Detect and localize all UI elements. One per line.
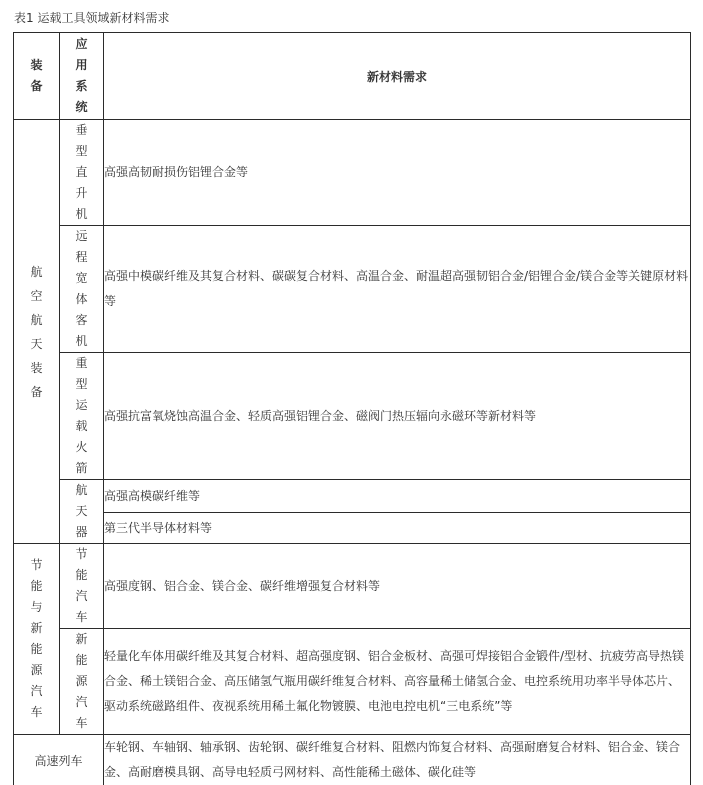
system-label-spacecraft-text: 航天器 — [75, 483, 88, 539]
system-label-new-energy-car — [60, 629, 104, 735]
demand-cell-energy-saving-car: 高强度钢、铝合金、镁合金、碳纤维增强复合材料等 — [104, 544, 691, 629]
system-label-new-energy-car-text: 新能源汽车 — [75, 632, 88, 730]
group-label-aerospace-text: 航空航天装备 — [30, 264, 43, 399]
demand-cell-spacecraft-2: 第三代半导体材料等 — [104, 513, 691, 544]
header-row — [14, 33, 691, 120]
demand-cell-heavy-rocket: 高强抗富氧烧蚀高温合金、轻质高强铝锂合金、磁阀门热压辐向永磁环等新材料等 — [104, 353, 691, 480]
demand-cell-new-energy-car: 轻量化车体用碳纤维及其复合材料、超高强度钢、铝合金板材、高强可焊接铝合金锻件/型材、抗疲劳高导热镁合金、稀土镁铝合金、高压储氢气瓶用碳纤维复合材料、高容量稀土储氢合金、电控系统用功率半导体芯片、驱动系统磁路组件、夜视系统用稀土氟化物镀膜、电池电控电机“三电系统”等 — [104, 629, 691, 735]
demand-cell-helicopter: 高强高韧耐损伤铝锂合金等 — [104, 120, 691, 226]
header-equipment — [14, 33, 60, 120]
table-row — [14, 480, 691, 513]
group-label-nev-vehicles — [14, 544, 60, 735]
group-label-nev-vehicles-text: 节能与新能源汽车 — [30, 558, 43, 719]
table-row — [14, 120, 691, 226]
system-label-helicopter-text: 垂型直升机 — [75, 123, 88, 221]
demand-cell-spacecraft-1: 高强高模碳纤维等 — [104, 480, 691, 513]
system-label-heavy-rocket — [60, 353, 104, 480]
system-label-widebody-aircraft — [60, 226, 104, 353]
new-materials-table — [13, 32, 691, 785]
system-label-energy-saving-car — [60, 544, 104, 629]
system-label-spacecraft — [60, 480, 104, 544]
group-label-aerospace — [14, 120, 60, 544]
system-label-helicopter — [60, 120, 104, 226]
header-material-demand: 新材料需求 — [104, 33, 691, 120]
table-row — [14, 513, 691, 544]
table-row — [14, 735, 691, 785]
table-row — [14, 353, 691, 480]
header-application-system-label: 应用系统 — [75, 37, 88, 114]
table-row — [14, 544, 691, 629]
demand-cell-high-speed-train: 车轮钢、车轴钢、轴承钢、齿轮钢、碳纤维复合材料、阻燃内饰复合材料、高强耐磨复合材料、铝合金、镁合金、高耐磨模具钢、高导电轻质弓网材料、高性能稀土磁体、碳化硅等 — [104, 735, 691, 785]
table-row — [14, 226, 691, 353]
header-application-system — [60, 33, 104, 120]
table-caption: 表1 运载工具领域新材料需求 — [14, 11, 170, 25]
header-equipment-label: 装备 — [30, 58, 43, 93]
system-label-widebody-aircraft-text: 远程宽体客机 — [75, 229, 88, 348]
demand-cell-widebody-aircraft: 高强中模碳纤维及其复合材料、碳碳复合材料、高温合金、耐温超高强韧铝合金/铝锂合金/镁合金等关键原材料等 — [104, 226, 691, 353]
table-row — [14, 629, 691, 735]
system-label-energy-saving-car-text: 节能汽车 — [75, 547, 88, 624]
system-label-heavy-rocket-text: 重型运载火箭 — [75, 356, 88, 475]
group-label-high-speed-train: 高速列车 — [14, 735, 104, 785]
